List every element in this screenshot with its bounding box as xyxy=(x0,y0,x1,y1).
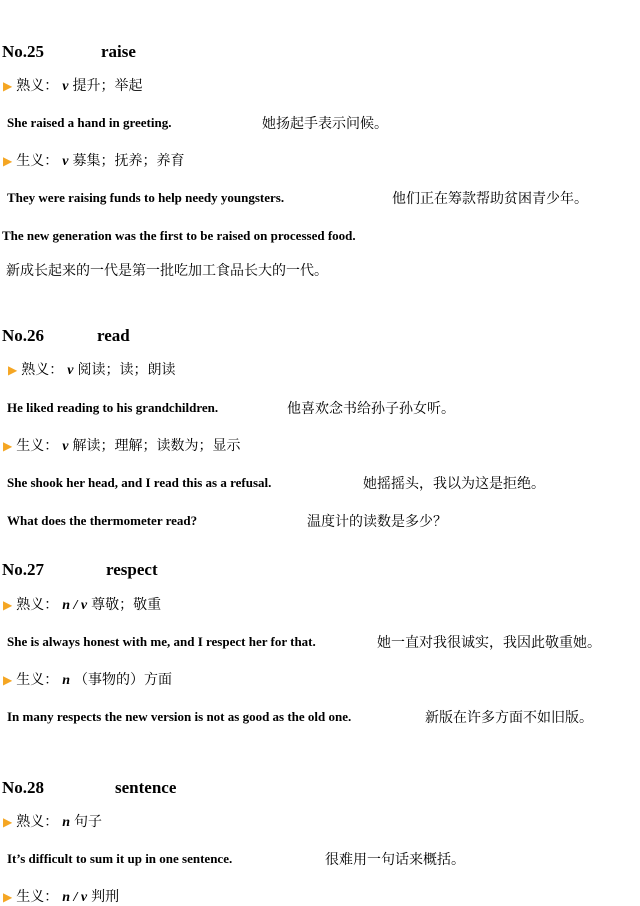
sense-meaning: 句子 xyxy=(74,815,103,830)
example-en: She is always honest with me, and I respect her for that. xyxy=(7,634,316,649)
example-zh: 她扬起手表示问候。 xyxy=(262,117,388,132)
example-en: What does the thermometer read? xyxy=(7,513,198,528)
part-of-speech: v xyxy=(62,154,69,169)
example-en: He liked reading to his grandchildren. xyxy=(7,400,219,415)
example-zh: 温度计的读数是多少？ xyxy=(307,515,447,530)
triangle-marker-icon: ▶ xyxy=(8,363,18,377)
entry-number: No.25 xyxy=(2,42,45,61)
example-en: They were raising funds to help needy youngsters. xyxy=(7,190,285,205)
example-en: She raised a hand in greeting. xyxy=(7,115,172,130)
unfamiliar-sense xyxy=(3,435,240,455)
entry-number: No.28 xyxy=(2,778,45,797)
sense-label: 熟义： xyxy=(16,79,59,94)
sense-label: 熟义： xyxy=(21,363,64,378)
familiar-sense xyxy=(3,594,161,614)
part-of-speech: n / v xyxy=(62,598,88,613)
sense-meaning: 判刑 xyxy=(91,890,120,905)
example-zh: 新版在许多方面不如旧版。 xyxy=(425,711,593,726)
part-of-speech: v xyxy=(62,439,69,454)
example-zh: 新成长起来的一代是第一批吃加工食品长大的一代。 xyxy=(6,264,328,279)
sense-meaning: 解读；理解；读数为；显示 xyxy=(72,439,241,454)
example-zh: 很难用一句话来概括。 xyxy=(325,853,465,868)
familiar-sense xyxy=(3,75,142,95)
example-zh: 她一直对我很诚实，我因此敬重她。 xyxy=(377,636,601,651)
headword: read xyxy=(97,326,130,345)
triangle-marker-icon: ▶ xyxy=(3,79,13,93)
part-of-speech: v xyxy=(67,363,74,378)
headword: sentence xyxy=(115,778,177,797)
example-en: In many respects the new version is not as good as the old one. xyxy=(7,709,352,724)
example-en: It’s difficult to sum it up in one sentence. xyxy=(7,851,233,866)
sense-label: 生义： xyxy=(16,673,59,688)
example-zh: 他喜欢念书给孙子孙女听。 xyxy=(287,402,455,417)
triangle-marker-icon: ▶ xyxy=(3,154,13,168)
triangle-marker-icon: ▶ xyxy=(3,673,13,687)
sense-label: 生义： xyxy=(16,154,59,169)
unfamiliar-sense xyxy=(3,669,172,689)
sense-meaning: （事物的）方面 xyxy=(74,673,173,688)
example-zh: 他们正在筹款帮助贫困青少年。 xyxy=(392,192,588,207)
unfamiliar-sense xyxy=(3,150,184,170)
example-en: The new generation was the first to be raised on processed food. xyxy=(2,228,356,243)
part-of-speech: n xyxy=(62,815,71,830)
sense-meaning: 募集；抚养；养育 xyxy=(72,154,185,169)
sense-meaning: 尊敬；敬重 xyxy=(91,598,162,613)
sense-meaning: 阅读；读；朗读 xyxy=(77,363,176,378)
example-zh: 她摇摇头，我以为这是拒绝。 xyxy=(363,477,545,492)
part-of-speech: n / v xyxy=(62,890,88,905)
sense-label: 生义： xyxy=(16,439,59,454)
triangle-marker-icon: ▶ xyxy=(3,598,13,612)
headword: respect xyxy=(106,560,158,579)
sense-label: 熟义： xyxy=(16,598,59,613)
triangle-marker-icon: ▶ xyxy=(3,815,13,829)
familiar-sense xyxy=(3,811,102,831)
sense-label: 生义： xyxy=(16,890,59,905)
entry-number: No.26 xyxy=(2,326,45,345)
triangle-marker-icon: ▶ xyxy=(3,439,13,453)
part-of-speech: v xyxy=(62,79,69,94)
example-en: She shook her head, and I read this as a refusal. xyxy=(7,475,272,490)
unfamiliar-sense xyxy=(3,886,119,906)
headword: raise xyxy=(101,42,136,61)
part-of-speech: n xyxy=(62,673,71,688)
sense-meaning: 提升；举起 xyxy=(72,79,143,94)
familiar-sense xyxy=(8,359,175,379)
sense-label: 熟义： xyxy=(16,815,59,830)
triangle-marker-icon: ▶ xyxy=(3,890,13,904)
entry-number: No.27 xyxy=(2,560,45,579)
